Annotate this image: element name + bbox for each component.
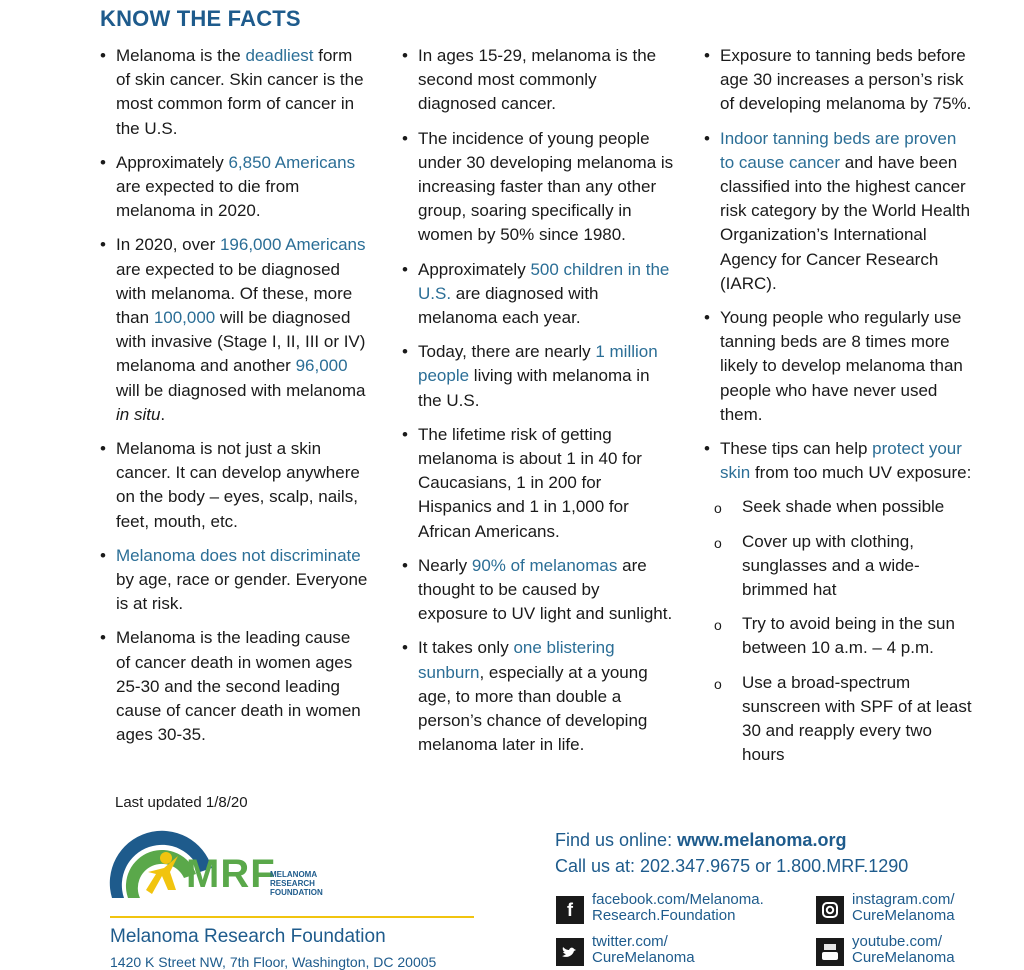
fact-item bbox=[402, 44, 674, 117]
fact-item bbox=[100, 626, 368, 747]
fact-text: Melanoma is not just a skin cancer. It can develop anywhere on the body – eyes, scalp, nails, feet, mouth, etc. bbox=[116, 439, 360, 531]
fact-text: The lifetime risk of getting melanoma is about 1 in 40 for Caucasians, 1 in 200 for Hispanics and 1 in 1,000 for African Americans. bbox=[418, 424, 642, 541]
fact-text: In ages 15-29, melanoma is the second most commonly diagnosed cancer. bbox=[418, 46, 657, 114]
facts-column-3 bbox=[704, 44, 974, 777]
fact-text: in situ bbox=[116, 404, 161, 424]
tip-item: o Seek shade when possible bbox=[704, 495, 974, 519]
fact-item bbox=[402, 258, 674, 331]
facts-column-1 bbox=[100, 44, 368, 757]
instagram-icon bbox=[816, 896, 844, 924]
fact-link[interactable]: 6,850 Americans bbox=[228, 152, 356, 172]
fact-link[interactable]: Melanoma does not discriminate bbox=[116, 545, 361, 565]
fact-text: . bbox=[160, 404, 166, 424]
fact-item bbox=[402, 636, 674, 757]
website-link[interactable]: www.melanoma.org bbox=[677, 830, 847, 850]
fact-link[interactable]: 96,000 bbox=[295, 356, 348, 376]
fact-text: , especially at a young age, to more than double a person’s chance of developing melanoma later in life. bbox=[418, 662, 648, 755]
fact-text: from too much UV exposure: bbox=[750, 463, 972, 483]
fact-text: are thought to be caused by exposure to UV light and sunlight. bbox=[418, 555, 673, 624]
fact-text: These tips can help bbox=[720, 439, 873, 459]
tip-item: o Use a broad-spectrum sunscreen with SPF of at least 30 and reapply every two hours bbox=[704, 671, 974, 768]
fact-text: The incidence of young people under 30 developing melanoma is increasing faster than any other group, soaring specifically in women by 50% since 1980. bbox=[418, 128, 674, 245]
tip-item: o Try to avoid being in the sun between 10 a.m. – 4 p.m. bbox=[704, 612, 974, 660]
fact-text: by age, race or gender. Everyone is at risk. bbox=[116, 570, 368, 614]
fact-link[interactable]: Indoor tanning beds are proven to cause cancer bbox=[720, 128, 957, 172]
fact-item bbox=[100, 544, 368, 617]
fact-text: Young people who regularly use tanning beds are 8 times more likely to develop melanoma than people who have never used them. bbox=[720, 308, 963, 424]
fact-link[interactable]: 196,000 Americans bbox=[219, 235, 366, 255]
fact-text: It takes only bbox=[418, 638, 514, 658]
fact-link[interactable]: 90% of melanomas bbox=[471, 555, 618, 575]
fact-text: are diagnosed with melanoma each year. bbox=[418, 283, 599, 328]
fact-link[interactable]: deadliest bbox=[245, 46, 314, 65]
fact-item bbox=[402, 423, 674, 544]
fact-item bbox=[704, 306, 974, 427]
fact-text: Nearly bbox=[418, 555, 472, 575]
fact-item bbox=[100, 151, 368, 224]
facts-column-2 bbox=[402, 44, 674, 767]
fact-link[interactable]: 500 children in the U.S. bbox=[418, 259, 670, 303]
facts-list bbox=[402, 44, 674, 757]
fact-text: living with melanoma in the U.S. bbox=[418, 366, 650, 410]
mrf-logo bbox=[108, 828, 338, 908]
fact-text: are expected to be diagnosed with melanoma. Of these, more than bbox=[116, 259, 353, 328]
fact-item bbox=[704, 127, 974, 296]
org-name: Melanoma Research Foundation bbox=[110, 926, 386, 947]
fact-link[interactable]: 1 million people bbox=[418, 342, 658, 386]
fact-item bbox=[100, 437, 368, 534]
logo-subtext: MELANOMA RESEARCH FOUNDATION bbox=[270, 870, 323, 897]
fact-item bbox=[704, 437, 974, 485]
fact-text: will be diagnosed with melanoma bbox=[116, 380, 366, 400]
fact-text: Approximately bbox=[418, 259, 531, 279]
call-us: Call us at: 202.347.9675 or 1.800.MRF.1290 bbox=[555, 856, 909, 876]
fact-text: and have been classified into the highest cancer risk category by the World Health Organization’s International Agency for Cancer Research (IARC). bbox=[720, 152, 971, 293]
fact-text: will be diagnosed with invasive (Stage I, II, III or IV) melanoma and another bbox=[116, 308, 366, 376]
find-us-online: Find us online: www.melanoma.org bbox=[555, 830, 847, 850]
fact-item bbox=[402, 127, 674, 248]
fact-text: In 2020, over bbox=[116, 235, 220, 255]
fact-text: form of skin cancer. Skin cancer is the most common form of cancer in the U.S. bbox=[116, 46, 364, 138]
fact-item bbox=[100, 44, 368, 141]
twitter-icon bbox=[556, 938, 584, 966]
logo-mrf-text: MRF bbox=[186, 852, 276, 896]
fact-link[interactable]: protect your skin bbox=[720, 439, 962, 483]
facebook-icon: f bbox=[556, 896, 584, 924]
tips-list bbox=[704, 495, 974, 767]
facebook-link[interactable]: f facebook.com/Melanoma. Research.Foundation bbox=[556, 892, 764, 924]
tip-item: o Cover up with clothing, sunglasses and a wide-brimmed hat bbox=[704, 530, 974, 603]
youtube-link[interactable]: youtube.com/ CureMelanoma bbox=[816, 934, 955, 966]
fact-text: Approximately bbox=[116, 152, 229, 172]
fact-link[interactable]: one blistering sunburn bbox=[418, 638, 615, 682]
fact-text: Melanoma is the bbox=[116, 46, 246, 65]
fact-item bbox=[402, 340, 674, 413]
fact-link[interactable]: 100,000 bbox=[153, 308, 216, 328]
fact-text: Today, there are nearly bbox=[418, 342, 596, 362]
instagram-link[interactable]: instagram.com/ CureMelanoma bbox=[816, 892, 955, 924]
twitter-link[interactable]: twitter.com/ CureMelanoma bbox=[556, 934, 695, 966]
fact-text: Exposure to tanning beds before age 30 increases a person’s risk of developing melanoma by 75%. bbox=[720, 46, 972, 114]
page-title: KNOW THE FACTS bbox=[100, 6, 301, 31]
fact-item bbox=[402, 554, 674, 627]
last-updated: Last updated 1/8/20 bbox=[115, 794, 248, 811]
facts-list bbox=[100, 44, 368, 747]
divider bbox=[110, 916, 474, 918]
youtube-icon bbox=[816, 938, 844, 966]
fact-item bbox=[704, 44, 974, 117]
fact-text: are expected to die from melanoma in 2020. bbox=[116, 177, 300, 221]
fact-text: Melanoma is the leading cause of cancer death in women ages 25-30 and the second leading cause of cancer death in women ages 30-35. bbox=[116, 628, 361, 745]
org-address: 1420 K Street NW, 7th Floor, Washington, DC 20005 bbox=[110, 954, 437, 970]
fact-item bbox=[100, 233, 368, 427]
facts-list bbox=[704, 44, 974, 485]
